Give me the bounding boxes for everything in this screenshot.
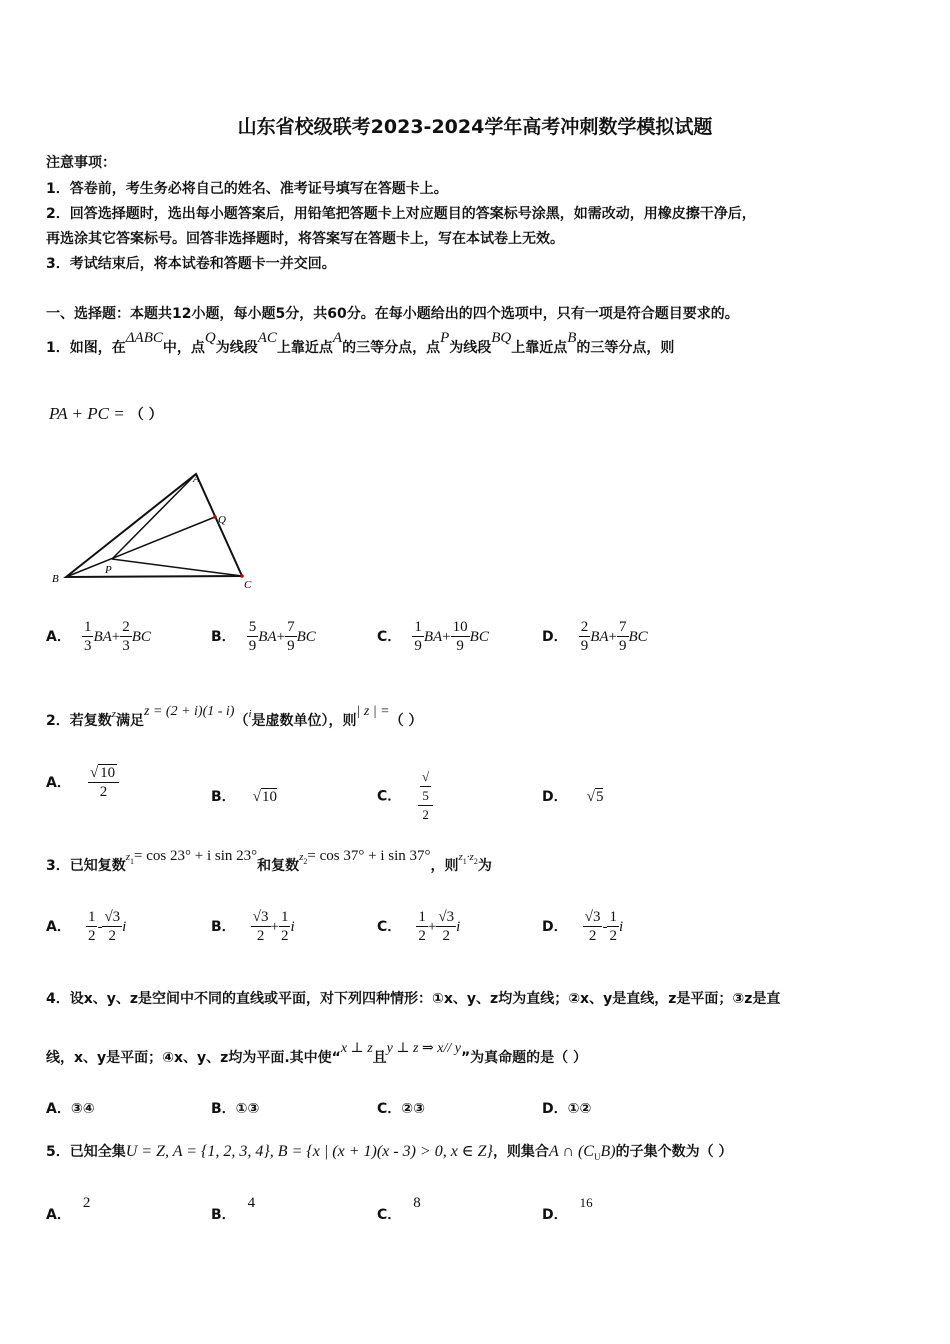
radicand: 10 xyxy=(100,765,116,781)
imaginary-unit: i xyxy=(290,919,295,935)
question-3-stem xyxy=(46,848,492,890)
label-b: B xyxy=(52,573,59,585)
fraction xyxy=(579,618,591,655)
radicand: 5 xyxy=(595,789,604,805)
fraction xyxy=(279,908,291,945)
q1-text-7: 上靠近点 xyxy=(511,340,568,356)
q2-paren: （ ） xyxy=(389,713,423,729)
q2-text-2: 满足 xyxy=(116,713,145,729)
q3-option-c[interactable] xyxy=(377,908,460,945)
question-2-stem xyxy=(46,703,423,740)
q1-text-5: 的三等分点，点 xyxy=(342,340,441,356)
q2-text-3: （ xyxy=(234,713,249,729)
numerator: 5 xyxy=(248,619,257,635)
sqrt-expr: √5 xyxy=(586,789,604,805)
option-text: 4 xyxy=(247,1195,256,1211)
q1-math-a: A xyxy=(332,330,343,346)
q3-option-a[interactable] xyxy=(46,908,126,945)
notice-item-3: 3．考试结束后，将本试卷和答题卡一并交回。 xyxy=(46,256,336,272)
notice-item-2a: 2．回答选择题时，选出每小题答案后，用铅笔把答题卡上对应题目的答案标号涂黑，如需改动，用橡皮擦干净后， xyxy=(46,206,756,222)
q2-option-c[interactable] xyxy=(377,768,433,824)
label-p: P xyxy=(105,564,112,576)
q4-text-2: 且 xyxy=(372,1050,387,1066)
option-text: ①② xyxy=(567,1101,592,1117)
q4-text-3: ”为真命题的是（ ） xyxy=(460,1050,588,1066)
numerator: √3 xyxy=(104,909,121,925)
q1-paren: （ ） xyxy=(129,407,163,423)
operator: + xyxy=(442,629,451,645)
numerator: √ 10 xyxy=(88,764,119,783)
operator: + xyxy=(427,919,437,935)
q2-math-abs: | z | = xyxy=(356,704,390,719)
fraction xyxy=(247,618,259,655)
option-label: D． xyxy=(542,1207,568,1223)
option-label: B． xyxy=(211,1207,236,1223)
fraction xyxy=(251,908,271,945)
denominator: 9 xyxy=(619,638,627,654)
option-label: B． xyxy=(211,789,236,805)
q1-text-1: 1．如图，在 xyxy=(46,340,126,356)
option-label: A． xyxy=(46,629,71,645)
numerator: √3 xyxy=(438,909,455,925)
q3-z: z xyxy=(299,851,304,863)
denominator: 9 xyxy=(248,638,257,654)
q5-math-intersect: A ∩ (C xyxy=(548,1143,594,1160)
q2-text-4: 是虚数单位），则 xyxy=(251,713,357,729)
radicand: 10 xyxy=(262,789,277,805)
segment-pa xyxy=(112,474,196,559)
label-q: Q xyxy=(218,514,226,526)
denominator: 2 xyxy=(87,928,96,944)
fraction xyxy=(82,618,94,655)
q2-text-1: 2．若复数 xyxy=(46,713,112,729)
vector-ba: BA xyxy=(590,629,609,645)
q3-z: z xyxy=(458,851,463,863)
q1-math-bq: BQ xyxy=(491,330,512,346)
fraction xyxy=(607,908,619,945)
q1-expression xyxy=(49,404,163,424)
radicand: 5 xyxy=(422,788,429,803)
option-label: D． xyxy=(542,1101,568,1117)
denominator: 2 xyxy=(609,928,617,944)
q2-math-i: i xyxy=(248,708,252,720)
denominator: 2 xyxy=(99,784,108,800)
numerator: 2 xyxy=(122,619,130,635)
operator: + xyxy=(608,629,618,645)
question-5-stem xyxy=(46,1134,732,1175)
q5-option-b[interactable] xyxy=(211,1192,256,1223)
notice-item-2b: 再选涂其它答案标号。回答非选择题时，将答案写在答题卡上，写在本试卷上无效。 xyxy=(46,231,564,247)
option-label: C． xyxy=(377,629,402,645)
denominator: 2 xyxy=(422,807,429,822)
q5-math-sets: U = Z, A = {1, 2, 3, 4}, B = {x | (x + 1)(x - 3) > 0, x ∈ Z} xyxy=(125,1143,493,1160)
q3-math-product xyxy=(459,848,478,864)
q4-option-c[interactable] xyxy=(377,1098,425,1118)
fraction xyxy=(617,618,629,655)
denominator: 3 xyxy=(83,638,92,654)
denominator: 2 xyxy=(588,928,597,944)
fraction xyxy=(436,908,456,945)
q1-text-4: 上靠近点 xyxy=(276,340,333,356)
option-label: C． xyxy=(377,1207,402,1223)
q5-option-c[interactable] xyxy=(377,1192,421,1223)
q1-text-3: 为线段 xyxy=(215,340,258,356)
q4-math-1: x ⊥ z xyxy=(340,1041,373,1056)
option-label: A． xyxy=(46,1101,71,1117)
question-1-stem xyxy=(46,330,674,366)
operator: + xyxy=(276,629,286,645)
q3-math-z2 xyxy=(299,848,430,864)
label-c: C xyxy=(244,579,252,591)
option-text: ③④ xyxy=(70,1101,95,1117)
q3-text-4: 为 xyxy=(477,858,492,874)
option-label: B． xyxy=(211,629,236,645)
option-label: C． xyxy=(377,788,402,805)
vector-bc: BC xyxy=(131,629,151,645)
numerator: 1 xyxy=(609,909,617,925)
q3-text-1: 3．已知复数 xyxy=(46,858,126,874)
q5-text-1: 5．已知全集 xyxy=(46,1144,126,1160)
numerator: √ 5 xyxy=(418,768,433,806)
q5-text-2: ，则集合 xyxy=(492,1144,549,1160)
numerator: 10 xyxy=(452,619,468,635)
q3-sub: 2 xyxy=(473,856,478,866)
q3-option-b[interactable] xyxy=(211,908,295,945)
operator: + xyxy=(111,629,121,645)
notice-item-1: 1．答卷前，考生务必将自己的姓名、准考证号填写在答题卡上。 xyxy=(46,181,448,197)
point-c xyxy=(240,574,244,578)
point-q xyxy=(213,515,217,519)
fraction xyxy=(416,908,428,945)
option-text: 16 xyxy=(579,1195,593,1210)
triangle-abc xyxy=(66,474,242,577)
q4-math-2: y ⊥ z ⇒ x// y xyxy=(386,1041,461,1056)
option-label: B． xyxy=(211,919,236,935)
q1-math-b: B xyxy=(567,330,577,346)
vector-bc: BC xyxy=(628,629,648,645)
numerator: 1 xyxy=(414,619,422,635)
operator: - xyxy=(602,919,608,935)
q1-option-c[interactable] xyxy=(377,618,489,655)
imaginary-unit: i xyxy=(122,919,127,935)
denominator: 9 xyxy=(580,638,589,654)
question-4-line-2 xyxy=(46,1040,587,1077)
q1-option-d[interactable] xyxy=(542,618,648,655)
fraction xyxy=(412,618,424,655)
segment-pc xyxy=(112,559,242,576)
q5-sub-u: U xyxy=(593,1151,601,1162)
q1-option-a[interactable] xyxy=(46,618,151,655)
denominator: 2 xyxy=(108,928,117,944)
numerator: 1 xyxy=(83,619,92,635)
q3-z: z xyxy=(125,851,131,863)
q5-option-a[interactable] xyxy=(46,1192,91,1223)
operator: + xyxy=(270,919,279,935)
q3-text-2: 和复数 xyxy=(257,858,300,874)
operator: - xyxy=(97,919,103,935)
q4-option-b[interactable] xyxy=(211,1098,259,1118)
q3-sub: 1 xyxy=(462,856,467,866)
numerator: √3 xyxy=(252,909,269,925)
fraction xyxy=(451,618,470,655)
numerator: 1 xyxy=(280,909,289,925)
q3-option-d[interactable] xyxy=(542,908,623,945)
option-text: 2 xyxy=(82,1195,91,1211)
q2-option-b[interactable] xyxy=(211,786,277,806)
q1-math-abc: ΔABC xyxy=(125,330,163,346)
fraction xyxy=(88,764,119,801)
q2-math-eq: z = (2 + i)(1 - i) xyxy=(144,704,235,719)
option-text: ①③ xyxy=(235,1101,260,1117)
denominator: 9 xyxy=(414,638,422,654)
q4-text-1: 线，x、y是平面；④x、y、z均为平面.其中使“ xyxy=(46,1050,341,1066)
option-label: A． xyxy=(46,1207,71,1223)
triangle-figure xyxy=(44,466,264,596)
q3-z1-rhs: = cos 23° + i sin 23° xyxy=(134,848,258,864)
q1-option-b[interactable] xyxy=(211,618,316,655)
numerator: 7 xyxy=(619,619,627,635)
sqrt-expr: √10 xyxy=(252,789,277,805)
vector-bc: BC xyxy=(469,629,489,645)
fraction xyxy=(86,908,98,945)
numerator: √3 xyxy=(584,909,601,925)
option-label: C． xyxy=(377,919,402,935)
fraction xyxy=(418,768,433,824)
fraction xyxy=(102,908,122,945)
q1-text-8: 的三等分点，则 xyxy=(576,340,675,356)
denominator: 2 xyxy=(418,928,426,944)
q4-option-a[interactable] xyxy=(46,1098,95,1118)
q3-text-3: ，则 xyxy=(430,858,459,874)
fraction xyxy=(120,618,132,655)
q3-z2-rhs: = cos 37° + i sin 37° xyxy=(307,848,431,864)
numerator: 1 xyxy=(87,909,96,925)
option-text: 8 xyxy=(413,1195,421,1211)
option-label: C． xyxy=(377,1101,402,1117)
denominator: 9 xyxy=(287,638,295,654)
q1-math-q: Q xyxy=(204,330,216,346)
q5-option-d[interactable] xyxy=(542,1192,593,1223)
q1-expr: PA + PC = xyxy=(49,404,125,423)
q2-math-z: z xyxy=(111,708,117,720)
notice-heading: 注意事项： xyxy=(46,155,116,171)
denominator: 3 xyxy=(122,638,130,654)
denominator: 2 xyxy=(442,928,450,944)
vector-bc: BC xyxy=(296,629,316,645)
q3-math-z1 xyxy=(126,848,257,864)
imaginary-unit: i xyxy=(618,919,624,935)
denominator: 9 xyxy=(456,638,464,654)
option-label: D． xyxy=(542,629,568,645)
q3-sub: 1 xyxy=(130,856,135,866)
q3-sub: 2 xyxy=(303,856,308,866)
section-heading: 一、选择题：本题共12小题，每小题5分，共60分。在每小题给出的四个选项中，只有一项是符合题目要求的。 xyxy=(46,306,739,322)
fraction xyxy=(583,908,603,945)
q5-math-b: B) xyxy=(600,1143,616,1160)
option-label: D． xyxy=(542,919,568,935)
q4-option-d[interactable] xyxy=(542,1098,591,1118)
option-label: B． xyxy=(211,1101,236,1117)
option-label: A． xyxy=(46,775,71,791)
numerator: 7 xyxy=(287,619,295,635)
label-a: A xyxy=(193,473,200,485)
numerator: 1 xyxy=(418,909,426,925)
q1-text-2: 中，点 xyxy=(162,340,205,356)
q5-text-3: 的子集个数为（ ） xyxy=(615,1144,733,1160)
q1-math-p: P xyxy=(440,330,450,346)
q2-option-d[interactable] xyxy=(542,786,603,806)
vector-ba: BA xyxy=(258,629,277,645)
q1-math-ac: AC xyxy=(257,330,277,346)
denominator: 2 xyxy=(256,928,265,944)
q2-option-a[interactable] xyxy=(46,764,119,801)
option-label: D． xyxy=(542,789,568,805)
imaginary-unit: i xyxy=(456,919,461,935)
denominator: 2 xyxy=(280,928,289,944)
q1-text-6: 为线段 xyxy=(449,340,492,356)
page-title: 山东省校级联考2023-2024学年高考冲刺数学模拟试题 xyxy=(237,116,713,138)
segment-bq xyxy=(66,517,215,577)
option-label: A． xyxy=(46,919,71,935)
vector-ba: BA xyxy=(93,629,112,645)
q3-dot-z: ·z xyxy=(466,851,474,863)
option-text: ②③ xyxy=(401,1101,425,1117)
numerator: 2 xyxy=(580,619,589,635)
vector-ba: BA xyxy=(423,629,443,645)
fraction xyxy=(285,618,297,655)
question-4-line-1: 4．设x、y、z是空间中不同的直线或平面，对下列四种情形：①x、y、z均为直线；②x、y是直线，z是平面；③z是直 xyxy=(46,991,781,1007)
